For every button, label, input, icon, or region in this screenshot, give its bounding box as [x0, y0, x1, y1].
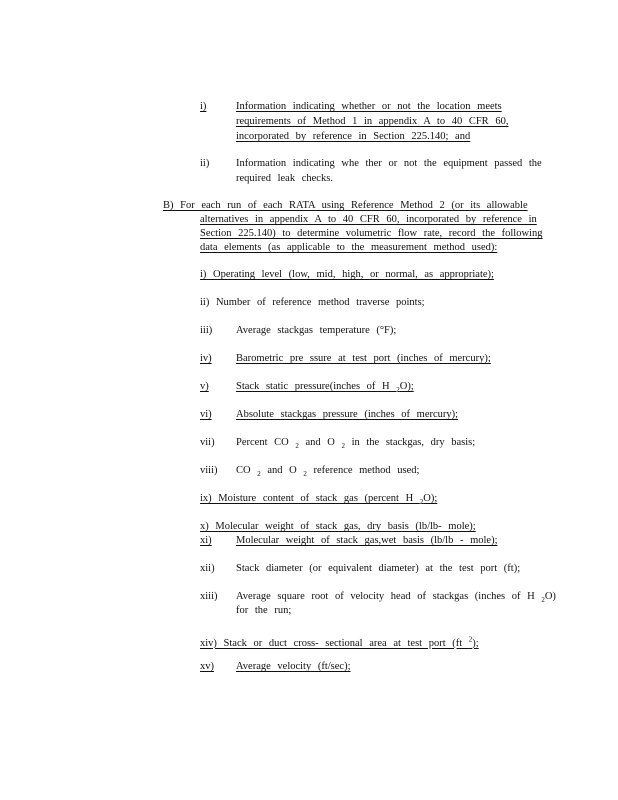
list-item: ix) Moisture content of stack gas (percent H $_2$O); — [200, 493, 438, 507]
item-i-number: i) — [200, 101, 207, 112]
list-item: ii) Number of reference method traverse points; — [200, 297, 425, 308]
item-ii-line-1: Information indicating whe ther or not the equipment passed the — [236, 158, 542, 169]
section-b-line-4: data elements (as applicable to the measurement method used): — [200, 242, 498, 253]
item-ii-line-2: required leak checks. — [236, 173, 333, 184]
list-item: x) Molecular weight of stack gas, dry basis (lb/lb- mole); — [200, 521, 476, 532]
section-b-line-2: alternatives in appendix A to 40 CFR 60, incorporated by reference in — [200, 214, 537, 225]
document-page: i) Information indicating whether or not the location meets requirements of Method 1 in appendix A to 40 CFR 60, incorporated by reference in Section 225.140; and ii) Information indicating whe ther or not the equipment passed the required leak checks. B) For each run of each RATA using Reference Method 2 (or its allowable alternatives in appendix A to 40 CFR 60, incorporated by reference in Section 225.140) to determine volumetric flow rate, record the following data elements (as applicable to the measurement method used): i) Operating level (low, mid, high, or normal, as appropriate); ii) Number of reference method traverse points; iii) Average stackgas temperature (°F); iv) Barometric pre ssure at test port (inches of mercury); v) Stack static pressure(inches of H $_2$O); vi) Absolute stackgas pressure (inches of mercury); vii) Percent CO $_2$ and O $_2$ in the stackgas, dry basis; viii) CO $_2$ and O $_2$ reference method used; ix) Moisture content of stack gas (percent H $_2$O); x) Molecular weight of stack gas, dry basis (lb/lb- mole); xi) Molecular weight of stack gas,wet basis (lb/lb - mole); xii) Stack diameter (or equivalent diameter) at the test port (ft); xiii) Average square root of velocity head of stackgas (inches of H $_2$O) for the run; xiv) Stack or duct cross- sectional area at test port (ft $^2$); xv) Average velocity (ft/sec); — [163, 101, 556, 672]
list-item: i) Operating level (low, mid, high, or normal, as appropriate); — [200, 269, 494, 280]
item-i-line-3: incorporated by reference in Section 225.140; and — [236, 131, 471, 142]
list-item: xiv) Stack or duct cross- sectional area at test port (ft $^2$); — [200, 635, 479, 649]
section-b-line-3: Section 225.140) to determine volumetric flow rate, record the following — [200, 228, 543, 239]
item-ii-number: ii) — [200, 158, 210, 169]
section-b-line-1: B) For each run of each RATA using Reference Method 2 (or its allowable — [163, 200, 528, 211]
item-i-line-2: requirements of Method 1 in appendix A to 40 CFR 60, — [236, 116, 509, 127]
item-i-line-1: Information indicating whether or not the location meets — [236, 101, 502, 112]
